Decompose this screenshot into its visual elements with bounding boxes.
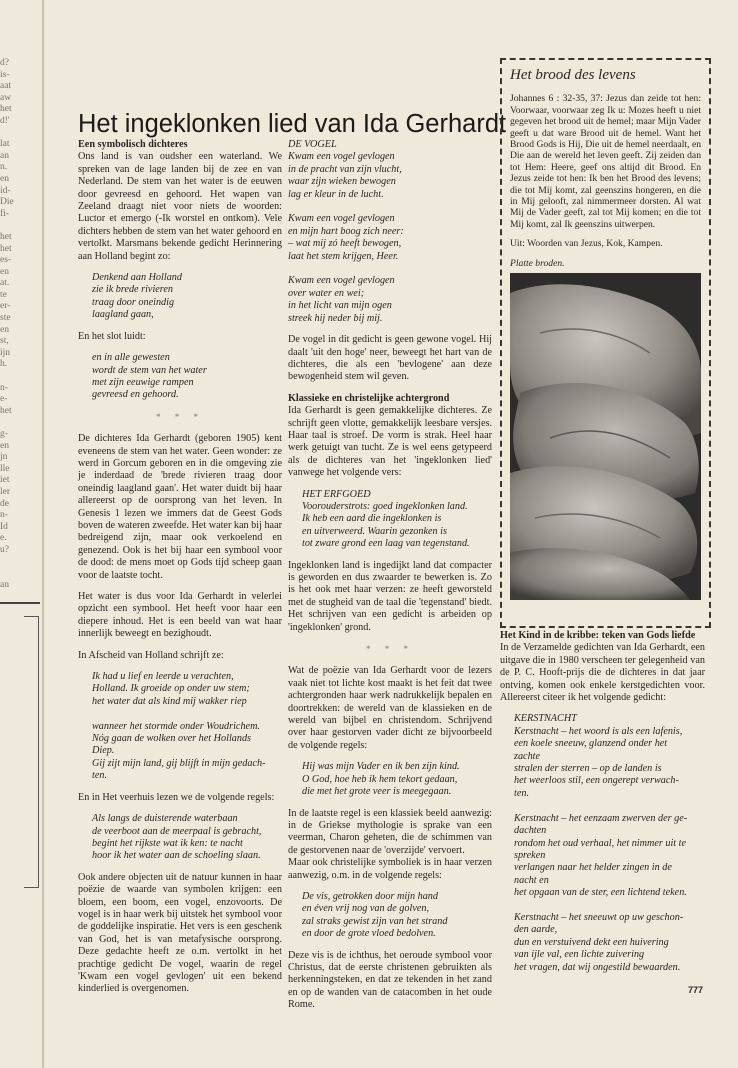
verse-line: Kwam een vogel gevlogen	[288, 213, 395, 225]
verse-line: die met het grote veer is meegegaan.	[302, 786, 452, 798]
margin-fragment	[0, 371, 30, 383]
page-number: 777	[688, 985, 704, 995]
poem-de-vogel	[288, 139, 492, 325]
paragraph: En in Het veerhuis lezen we de volgende regels:	[78, 791, 275, 803]
margin-fragment	[0, 557, 30, 569]
section-heading: Klassieke en christelijke achtergrond	[288, 392, 450, 404]
paragraph: Het water is dus voor Ida Gerhardt in velerlei opzicht een symbool. Het heeft voor haar een diepere inhoud. Het is een beeld van wat haar innerlijk beweegt en bezighoudt.	[78, 591, 282, 640]
margin-fragment: het	[0, 243, 12, 254]
margin-fragment: st,	[0, 336, 9, 347]
sidebar-content	[510, 67, 701, 600]
margin-fragment: ste	[0, 313, 11, 324]
verse-line: traag door oneindig	[92, 296, 175, 308]
paragraph: De vogel in dit gedicht is geen gewone vogel. Hij daalt 'uit den hoge' neer, beweegt het hart van de dichteres, die als een 'bevlogene' aan deze bewogenheid stem wil geven.	[288, 334, 492, 383]
verse-line: en door de grote vloed bedolven.	[302, 928, 436, 940]
margin-fragment: ijn	[0, 347, 11, 358]
margin-fragment: n-	[0, 510, 8, 521]
margin-fragment: an	[0, 579, 9, 590]
verse-line: ten.	[92, 770, 107, 782]
margin-fragment	[0, 128, 30, 140]
verse-line: het vragen, dat wij ongestild bewaarden.	[514, 961, 681, 973]
poem-quote	[92, 671, 282, 783]
margin-fragment: er-	[0, 301, 11, 312]
paragraph: In Afscheid van Holland schrijft ze:	[78, 649, 224, 661]
article-column-3	[500, 630, 705, 983]
margin-fragment: d!'	[0, 115, 10, 126]
margin-fragment: n-	[0, 382, 8, 393]
verse-line: Hij was mijn Vader en ik ben zijn kind.	[302, 761, 460, 773]
verse-line: tot zware grond een laag van tegenstand.	[302, 538, 470, 550]
flatbread-photo	[510, 273, 701, 600]
verse-line: Gij zijt mijn land, gij blijft in mijn gedach-	[92, 757, 266, 769]
verse-line: het water dat als kind mij wakker riep	[92, 695, 247, 707]
verse-line: begint het rijkste wat ik ken: te nacht	[92, 837, 243, 849]
verse-line: hoor ik het water aan de schoeling slaan.	[92, 850, 261, 862]
margin-fragment: lle	[0, 463, 10, 474]
verse-line: een koele sneeuw, glanzend onder het	[514, 738, 668, 750]
paragraph: Ingeklonken land is ingedijkt land dat compacter is geworden en dus zwaarder te bewerken is. Zo is het ook met haar verzen: ze heeft geworsteld met de stugheid van de taal die 'tegenstand' biedt. Het schrijven van een gedicht is arbeiden op 'ingeklonken' grond.	[288, 559, 492, 633]
verse-line: streek hij neder bij mij.	[288, 312, 383, 324]
poem-quote	[92, 352, 282, 402]
verse-line: in de pracht van zijn vlucht,	[288, 163, 402, 175]
margin-fragment	[0, 220, 30, 232]
margin-fragment: e-	[0, 394, 8, 405]
verse-line: Als langs de duisterende waterbaan	[92, 813, 238, 825]
section-heading: Het Kind in de kribbe: teken van Gods liefde	[500, 630, 696, 641]
previous-page-box-edge	[24, 616, 39, 888]
margin-fragment: ler	[0, 486, 11, 497]
margin-fragment: aw	[0, 92, 12, 103]
margin-fragment: is-	[0, 69, 10, 80]
sidebar-title: Het brood des levens	[510, 67, 636, 83]
margin-fragment: het	[0, 231, 12, 242]
poem-het-erfgoed	[302, 489, 492, 551]
verse-line: Denkend aan Holland	[92, 272, 182, 284]
verse-line: – wat mij zó heeft bewogen,	[288, 238, 402, 250]
margin-fragment: Id	[0, 521, 8, 532]
verse-line: van ijle val, een lichte zuivering	[514, 949, 645, 961]
margin-fragment: en	[0, 173, 9, 184]
verse-line: en éven vrij nog van de golven,	[302, 903, 430, 915]
previous-page-rule	[0, 602, 40, 604]
verse-line: dun en verstuivend dekt een huivering	[514, 936, 669, 948]
margin-fragment: Die	[0, 197, 14, 208]
verse-line: KERSTNACHT	[514, 713, 577, 725]
margin-fragment: iet	[0, 475, 10, 486]
previous-page-margin	[0, 58, 30, 591]
margin-fragment: de	[0, 498, 9, 509]
verse-line: gevreesd en gehoord.	[92, 389, 179, 401]
verse-line: Diep.	[92, 745, 115, 757]
page-fold	[42, 0, 44, 1068]
paragraph: Ida Gerhardt is geen gemakkelijke dichteres. Ze schrijft geen vlotte, gemakkelijk leesbare versjes. Haar taal is stroef. De vorm is strak. Heel haar werk getuigt van tucht. Ze is wel eens getypeerd als de dichteres van het 'ingeklonken lied' vanwege het volgende vers:	[288, 405, 492, 479]
section-divider: * * *	[366, 644, 414, 655]
verse-line: zachte	[514, 750, 541, 762]
verse-line: lag er kleur in de lucht.	[288, 188, 384, 200]
article-title: Het ingeklonken lied van Ida Gerhardt	[78, 110, 507, 138]
verse-line: rondom het oud verhaal, het nimmer uit te	[514, 837, 687, 849]
verse-line: verlangen naar het helder zingen in de	[514, 862, 672, 874]
section-divider: * * *	[156, 411, 204, 422]
verse-line: Kerstnacht – het sneeuwt op uw geschon-	[514, 911, 684, 923]
poem-quote	[302, 891, 492, 941]
poem-quote	[92, 272, 282, 322]
verse-line: ten.	[514, 787, 529, 799]
verse-line: Holland. Ik groeide op onder uw stem;	[92, 683, 250, 695]
paragraph: Deze vis is de ichthus, het oeroude symbool voor Christus, dat de eerste christenen gebruikten als herkenningsteken, en dat ze tekenden in het zand en op de wanden van de catacomben in het oude Rome.	[288, 949, 492, 1011]
margin-fragment: u?	[0, 544, 9, 555]
verse-line	[514, 800, 705, 812]
paragraph: En het slot luidt:	[78, 330, 146, 342]
margin-fragment: fi-	[0, 208, 9, 219]
margin-fragment: h.	[0, 359, 8, 370]
verse-line: Kerstnacht – het eenzaam zwerven der ge-	[514, 812, 688, 824]
verse-line: Kerstnacht – het woord is als een lafenis,	[514, 725, 683, 737]
verse-line: dachten	[514, 825, 547, 837]
verse-line: het opgaan van de ster, een lichtend teken.	[514, 887, 687, 899]
verse-line: Nóg gaan de wolken over het Hollands	[92, 733, 252, 745]
verse-line: den aarde,	[514, 924, 558, 936]
verse-line: en uitverweerd. Waarin gezonken is	[302, 525, 447, 537]
margin-fragment: aat	[0, 81, 12, 92]
margin-fragment: te	[0, 289, 7, 300]
verse-line: in het licht van mijn ogen	[288, 300, 392, 312]
verse-line: DE VOGEL	[288, 139, 337, 150]
verse-line: laat het stem krijgen, Heer.	[288, 250, 399, 262]
verse-line: spreken	[514, 849, 546, 861]
margin-fragment: jn	[0, 452, 8, 463]
paragraph: In de laatste regel is een klassiek beeld aanwezig: in de Griekse mythologie is sprake van een veerman, Charon geheten, die de schimmen van de gestorvenen naar de 'overzijde' vervoert.	[288, 807, 492, 856]
paragraph: Wat de poëzie van Ida Gerhardt voor de lezers vaak niet tot lichte kost maakt is het feit dat twee achtergronden haar werk nadrukkelijk bepalen en doortrekken: de wereld van de klassieken en de wereld van bijbel en christendom. Schrijvend over haar gestorven vader dicht ze bijvoorbeeld de volgende regels:	[288, 665, 492, 751]
verse-line	[288, 201, 492, 213]
verse-line: en mijn hart boog zich neer:	[288, 225, 404, 237]
verse-line: met zijn eeuwige rampen	[92, 376, 194, 388]
verse-line: zal straks gewist zijn van het strand	[302, 915, 448, 927]
margin-fragment: es-	[0, 255, 12, 266]
poem-quote	[302, 761, 492, 798]
verse-line: stralen der sterren – op de landen is	[514, 763, 662, 775]
paragraph: De dichteres Ida Gerhardt (geboren 1905) kent eveneens de stem van het water. Geen wonder: ze werd in Gorcum geboren en in die omgeving zie je inderdaad de 'brede rivieren traag door oneindig laagland gaan'. Het water duidt bij haar allereerst op de oorsprong van het leven. In Genesis 1 lezen we immers dat de Geest Gods boven de wateren zweefde. Het water kan bij haar bedreigend zijn, maar ook verkoelend en genezend. Ook is het bij haar een symbool voor de dood: de mens moet op Gods tijd scheep gaan voor de laatste tocht.	[78, 433, 282, 581]
verse-line: het weerloos stil, een ongerept verwach-	[514, 775, 679, 787]
sidebar-scripture: Johannes 6 : 32-35, 37: Jezus dan zeide tot hen: Voorwaar, voorwaar zeg Ik u: Mozes heeft u niet gegeven het brood uit de hemel; maar Mijn Vader geeft u dat ware Brood uit de hemel. Want het Brood Gods is Hij, Die uit de hemel neerdaalt, en Die aan de wereld het leven geeft. Zij zeiden dan tot Hem: Heere, geef ons altijd dit Brood. En Jezus zeide tot hen: Ik ben het Brood des levens; die tot Mij komt, zal geenszins hongeren, en die in Mij gelooft, zal nimmermeer dorsten. Al wat Mij de Vader geeft, zal tot Mij komen; en die tot Mij komt, zal Ik geenszins uitwerpen.	[510, 93, 701, 230]
verse-line: Kwam een vogel gevlogen	[288, 151, 395, 163]
section-heading: Een symbolisch dichteres	[78, 139, 188, 150]
verse-line: HET ERFGOED	[302, 488, 371, 500]
verse-line: en in alle gewesten	[92, 352, 170, 364]
margin-fragment: en	[0, 324, 9, 335]
margin-fragment: het	[0, 405, 12, 416]
verse-line: wordt de stem van het water	[92, 364, 207, 376]
margin-fragment	[0, 417, 30, 429]
sidebar-source: Uit: Woorden van Jezus, Kok, Kampen.	[510, 238, 663, 250]
paragraph: In de Verzamelde gedichten van Ida Gerhardt, een uitgave die in 1980 verscheen ter gelegenheid van de P. C. Hooft-prijs die de dichteres in dat jaar ontving, komen ook enkele kerstgedichten voor. Allereerst citeer ik het volgende gedicht:	[500, 642, 705, 704]
margin-fragment: en	[0, 440, 9, 451]
verse-line: Kwam een vogel gevlogen	[288, 275, 395, 287]
sidebar-box	[500, 58, 711, 628]
verse-line: De vis, getrokken door mijn hand	[302, 890, 438, 902]
paragraph: Ons land is van oudsher een waterland. We spreken van de lage landen bij de zee en van Nederland. De stem van het water is de eeuwen door gevreesd en gehoord. Het wapen van Zeeland draagt niet voor niets de woorden: Luctor et emergo (-Ik worstel en ontkom). Vele dichters hebben de stem van het water gehoord en vertolkt. Marsmans bekende gedicht Herinnering aan Holland begint zo:	[78, 151, 282, 262]
verse-line: de veerboot aan de meerpaal is gebracht,	[92, 825, 262, 837]
margin-fragment: d?	[0, 58, 9, 68]
margin-fragment: n.	[0, 162, 8, 173]
verse-line: laagland gaan,	[92, 309, 154, 321]
article-column-1	[78, 139, 282, 1005]
verse-line: nacht en	[514, 874, 549, 886]
poem-kerstnacht	[514, 713, 705, 974]
margin-fragment: an	[0, 150, 9, 161]
verse-line	[92, 708, 282, 720]
photo-caption: Platte broden.	[510, 257, 565, 269]
verse-line: Ik had u lief en leerde u verachten,	[92, 671, 234, 683]
verse-line: zie ik brede rivieren	[92, 284, 173, 296]
verse-line: Ik heb een aard die ingeklonken is	[302, 513, 442, 525]
margin-fragment: id-	[0, 185, 11, 196]
verse-line: waar zijn wieken bewogen	[288, 176, 396, 188]
article-column-2	[288, 139, 492, 1021]
margin-fragment: at.	[0, 278, 10, 289]
verse-line	[288, 263, 492, 275]
paragraph: Maar ook christelijke symboliek is in haar verzen aanwezig, o.m. in de volgende regels:	[288, 857, 492, 881]
margin-fragment	[0, 568, 30, 580]
margin-fragment: e.	[0, 533, 7, 544]
poem-quote	[92, 813, 282, 863]
verse-line: O God, hoe heb ik hem tekort gedaan,	[302, 773, 458, 785]
margin-fragment: het	[0, 104, 12, 115]
margin-fragment: en	[0, 266, 9, 277]
verse-line	[514, 900, 705, 912]
margin-fragment: g-	[0, 429, 8, 439]
verse-line: Voorouderstrots: goed ingeklonken land.	[302, 500, 468, 512]
margin-fragment: lat	[0, 139, 10, 150]
paragraph: Ook andere objecten uit de natuur kunnen in haar poëzie de waarde van symbolen krijgen: een bloem, een boom, een vogel, enzovoorts. De vogel is in haar werk bij uitstek het symbool voor de goddelijke inspiratie. Het vers is een geschenk van God, het is van metafysische oorsprong. Deze gedachte heeft ze o.m. vertolkt in het prachtige gedicht De vogel, waarin de regel 'Kwam een vogel gevlogen' uit een bekend kinderlied is overgenomen.	[78, 871, 282, 995]
verse-line: over water en wei;	[288, 287, 365, 299]
verse-line: wanneer het stormde onder Woudrichem.	[92, 720, 260, 732]
